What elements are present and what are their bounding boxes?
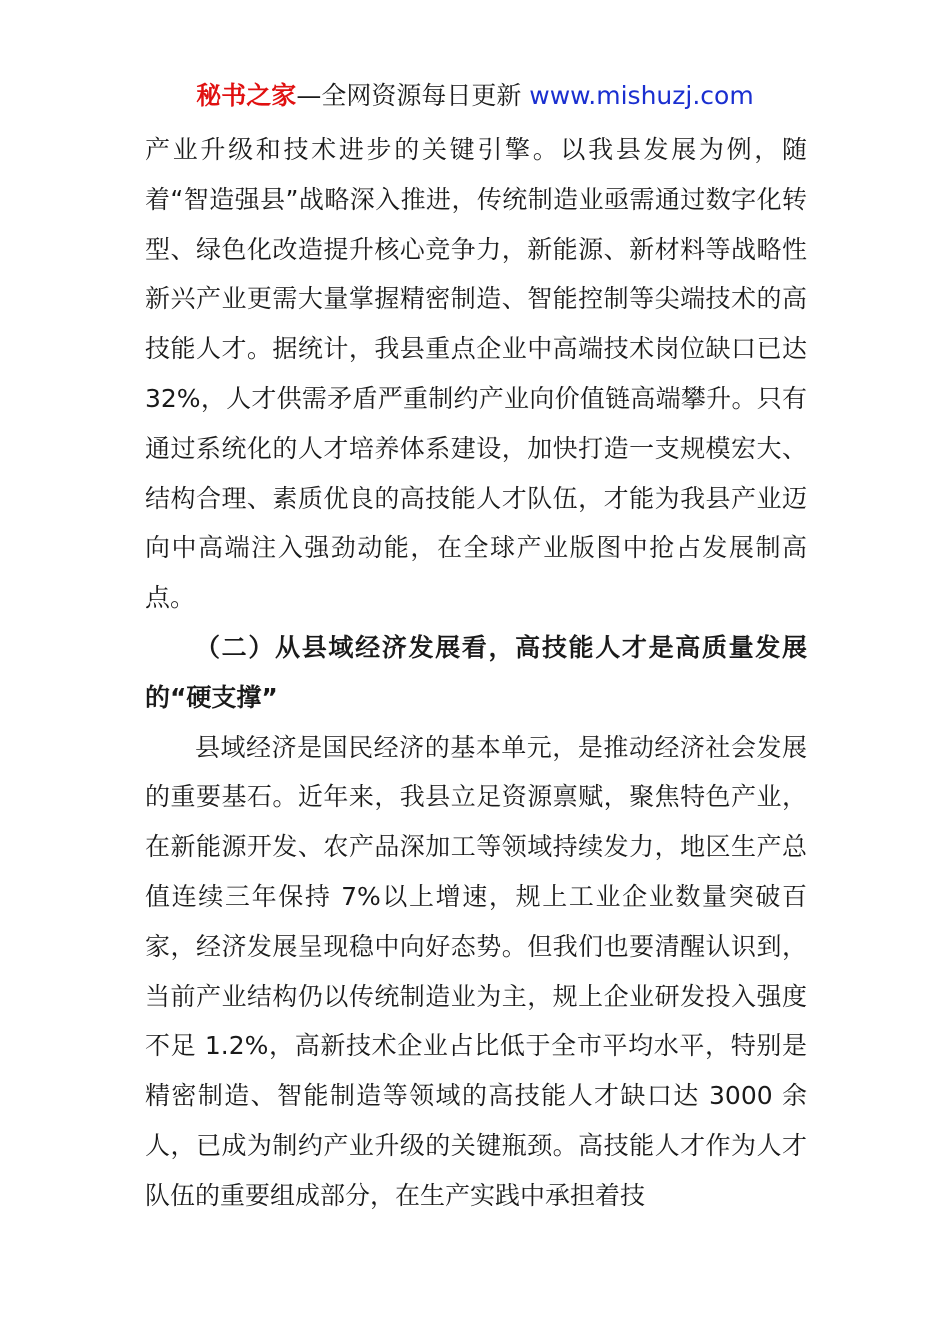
paragraph-continued: 产业升级和技术进步的关键引擎。以我县发展为例，随着“智造强县”战略深入推进，传统制造业亟需通过数字化转型、绿色化改造提升核心竞争力，新能源、新材料等战略性新兴产业更需大量掌握精密制造、智能控制等尖端技术的高技能人才。据统计，我县重点企业中高端技术岗位缺口已达 32%，人才供需矛盾严重制约产业向价值链高端攀升。只有通过系统化的人才培养体系建设，加快打造一支规模宏大、结构合理、素质优良的高技能人才队伍，才能为我县产业迈向中高端注入强劲动能，在全球产业版图中抢占发展制高点。: [145, 135, 807, 613]
page-header: [0, 78, 950, 114]
site-url-link[interactable]: www.mishuzj.com: [529, 81, 754, 110]
document-body: [145, 125, 807, 1221]
paragraph-section: 县域经济是国民经济的基本单元，是推动经济社会发展的重要基石。近年来，我县立足资源禀赋，聚焦特色产业，在新能源开发、农产品深加工等领域持续发力，地区生产总值连续三年保持 7%以上增速，规上工业企业数量突破百家，经济发展呈现稳中向好态势。但我们也要清醒认识到，当前产业结构仍以传统制造业为主，规上企业研发投入强度不足 1.2%，高新技术企业占比低于全市平均水平，特别是精密制造、智能制造等领域的高技能人才缺口达 3000 余人，已成为制约产业升级的关键瓶颈。高技能人才作为人才队伍的重要组成部分，在生产实践中承担着技: [145, 732, 807, 1210]
brand-name: 秘书之家: [196, 81, 297, 110]
header-tagline: —全网资源每日更新: [296, 81, 530, 110]
section-heading: （二）从县域经济发展看，高技能人才是高质量发展的“硬支撑”: [145, 632, 807, 712]
